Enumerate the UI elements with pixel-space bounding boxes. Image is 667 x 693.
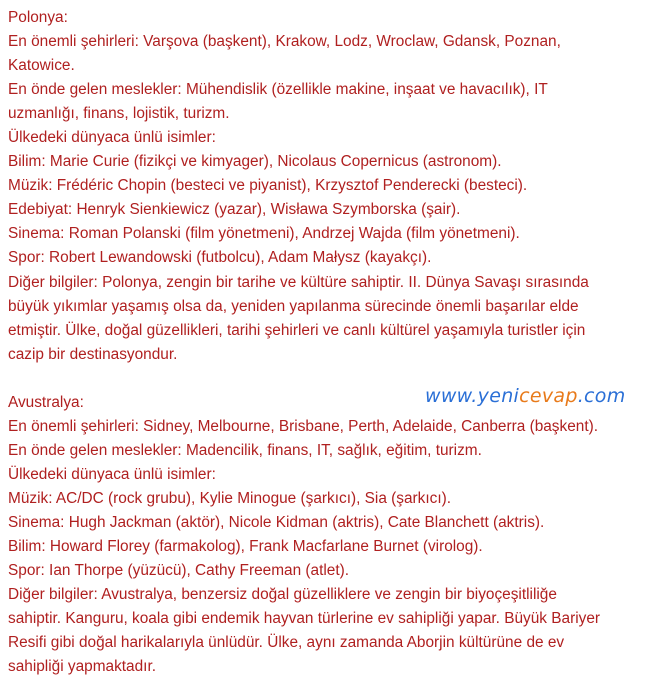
text-line: sahiptir. Kanguru, koala gibi endemik hayvan türlerine ev sahipliği yapar. Büyük Bariyer xyxy=(8,610,601,628)
text-line: Ülkedeki dünyaca ünlü isimler: xyxy=(8,465,216,483)
text-line: Müzik: Frédéric Chopin (besteci ve piyanist), Krzysztof Penderecki (besteci). xyxy=(8,177,528,195)
text-line: Sinema: Hugh Jackman (aktör), Nicole Kidman (aktris), Cate Blanchett (aktris). xyxy=(8,513,545,531)
text-line: Bilim: Marie Curie (fizikçi ve kimyager), Nicolaus Copernicus (astronom). xyxy=(8,153,502,171)
section-poland xyxy=(8,6,664,367)
text-line: Spor: Robert Lewandowski (futbolcu), Adam Małysz (kayakçı). xyxy=(8,249,432,267)
text-line: uzmanlığı, finans, lojistik, turizm. xyxy=(8,105,230,123)
text-line: Sinema: Roman Polanski (film yönetmeni), Andrzej Wajda (film yönetmeni). xyxy=(8,225,520,243)
watermark-brand-a: yeni xyxy=(477,385,520,407)
text-line: En önde gelen meslekler: Mühendislik (özellikle makine, inşaat ve havacılık), IT xyxy=(8,81,548,99)
text-line: En önemli şehirleri: Sidney, Melbourne, Brisbane, Perth, Adelaide, Canberra (başkent). xyxy=(8,417,598,435)
text-line: Edebiyat: Henryk Sienkiewicz (yazar), Wisława Szymborska (şair). xyxy=(8,201,461,219)
text-line: Bilim: Howard Florey (farmakolog), Frank Macfarlane Burnet (virolog). xyxy=(8,538,483,556)
watermark-prefix: www. xyxy=(425,385,478,407)
document-body xyxy=(8,6,664,679)
text-line: Müzik: AC/DC (rock grubu), Kylie Minogue (şarkıcı), Sia (şarkıcı). xyxy=(8,489,452,507)
text-line: Diğer bilgiler: Polonya, zengin bir tarihe ve kültüre sahiptir. II. Dünya Savaşı sırasında xyxy=(8,273,589,291)
text-line: En önemli şehirleri: Varşova (başkent), Krakow, Lodz, Wroclaw, Gdansk, Poznan, xyxy=(8,33,561,51)
text-line: Diğer bilgiler: Avustralya, benzersiz doğal güzelliklere ve zengin bir biyoçeşitliliğe xyxy=(8,586,557,604)
watermark-logo xyxy=(425,385,626,407)
text-line: Resifi gibi doğal harikalarıyla ünlüdür. Ülke, aynı zamanda Aborjin kültürüne de ev xyxy=(8,634,565,652)
section-australia xyxy=(8,391,664,680)
watermark-brand-b: cevap xyxy=(519,385,578,407)
watermark-suffix: .com xyxy=(577,385,626,407)
text-line: büyük yıkımlar yaşamış olsa da, yeniden yapılanma sürecinde önemli başarılar elde xyxy=(8,297,579,315)
text-line: Katowice. xyxy=(8,57,75,75)
text-line: En önde gelen meslekler: Madencilik, finans, IT, sağlık, eğitim, turizm. xyxy=(8,441,482,459)
text-line: cazip bir destinasyondur. xyxy=(8,345,178,363)
text-line: sahipliği yapmaktadır. xyxy=(8,658,156,676)
text-line: etmiştir. Ülke, doğal güzellikleri, tarihi şehirleri ve canlı kültürel yaşamıyla turistler için xyxy=(8,321,586,339)
section-title-australia: Avustralya: xyxy=(8,393,84,411)
section-title-poland: Polonya: xyxy=(8,9,68,26)
text-line: Spor: Ian Thorpe (yüzücü), Cathy Freeman (atlet). xyxy=(8,562,350,580)
text-line: Ülkedeki dünyaca ünlü isimler: xyxy=(8,129,216,147)
